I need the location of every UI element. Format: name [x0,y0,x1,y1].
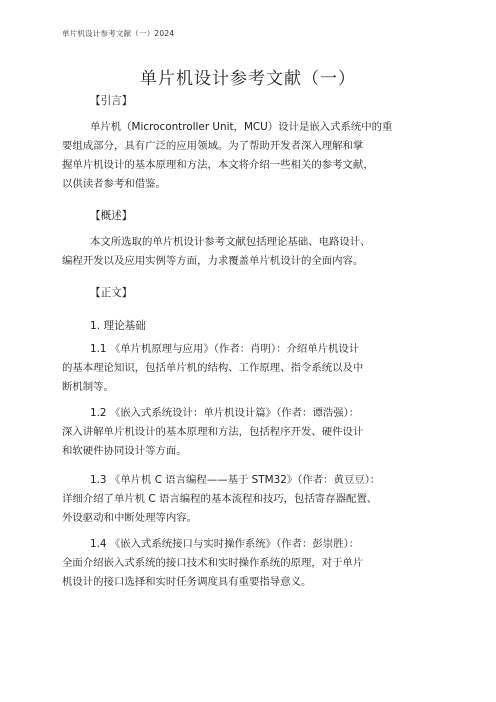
reference-entry-1-4 [62,535,442,592]
text-line: 的基本理论知识，包括单片机的结构、工作原理、指令系统以及中 [62,362,364,374]
text-line: 1.4 《嵌入式系统接口与实时操作系统》（作者：彭崇胜）： [90,538,360,550]
text-line: 1.2 《嵌入式系统设计：单片机设计篇》（作者：谭浩强）： [90,407,360,419]
text-line: 1.1 《单片机原理与应用》（作者：肖明）：介绍单片机设计 [90,343,360,355]
text-line: 全面介绍嵌入式系统的接口技术和实时操作系统的原理，对于单片 [62,557,364,569]
text-line: 编程开发以及应用实例等方面，力求覆盖单片机设计的全面内容。 [62,255,364,267]
document-title: 单片机设计参考文献（一） [140,69,356,89]
intro-paragraph [62,118,442,194]
text-line: 以供读者参考和借鉴。 [62,178,166,190]
reference-entry-1-3 [62,471,442,528]
overview-paragraph [62,233,442,271]
section-heading-introduction: 【引言】 [90,95,133,107]
text-line: 断机制等。 [62,381,114,393]
text-line: 要组成部分，具有广泛的应用领域。为了帮助开发者深入理解和掌 [62,140,364,152]
reference-entry-1-2 [62,404,442,461]
text-line: 深入讲解单片机设计的基本原理和方法，包括程序开发、硬件设计 [62,426,364,438]
section-heading-body: 【正文】 [90,287,133,299]
running-header: 单片机设计参考文献（一）2024 [62,29,175,38]
text-line: 外设驱动和中断处理等内容。 [62,512,198,524]
reference-entry-1-1 [62,340,442,397]
subsection-heading: 1. 理论基础 [90,320,146,332]
text-line: 详细介绍了单片机 C 语言编程的基本流程和技巧，包括寄存器配置、 [62,493,378,505]
text-line: 机设计的接口选择和实时任务调度具有重要指导意义。 [62,576,312,588]
text-line: 1.3 《单片机 C 语言编程——基于 STM32》（作者：黄豆豆）： [90,474,381,486]
text-line: 握单片机设计的基本原理和方法，本文将介绍一些相关的参考文献， [62,159,374,171]
text-line: 和软硬件协同设计等方面。 [62,445,187,457]
section-heading-overview: 【概述】 [90,210,133,222]
text-line: 单片机（Microcontroller Unit，MCU）设计是嵌入式系统中的重 [90,121,393,133]
text-line: 本文所选取的单片机设计参考文献包括理论基础、电路设计、 [90,236,371,248]
